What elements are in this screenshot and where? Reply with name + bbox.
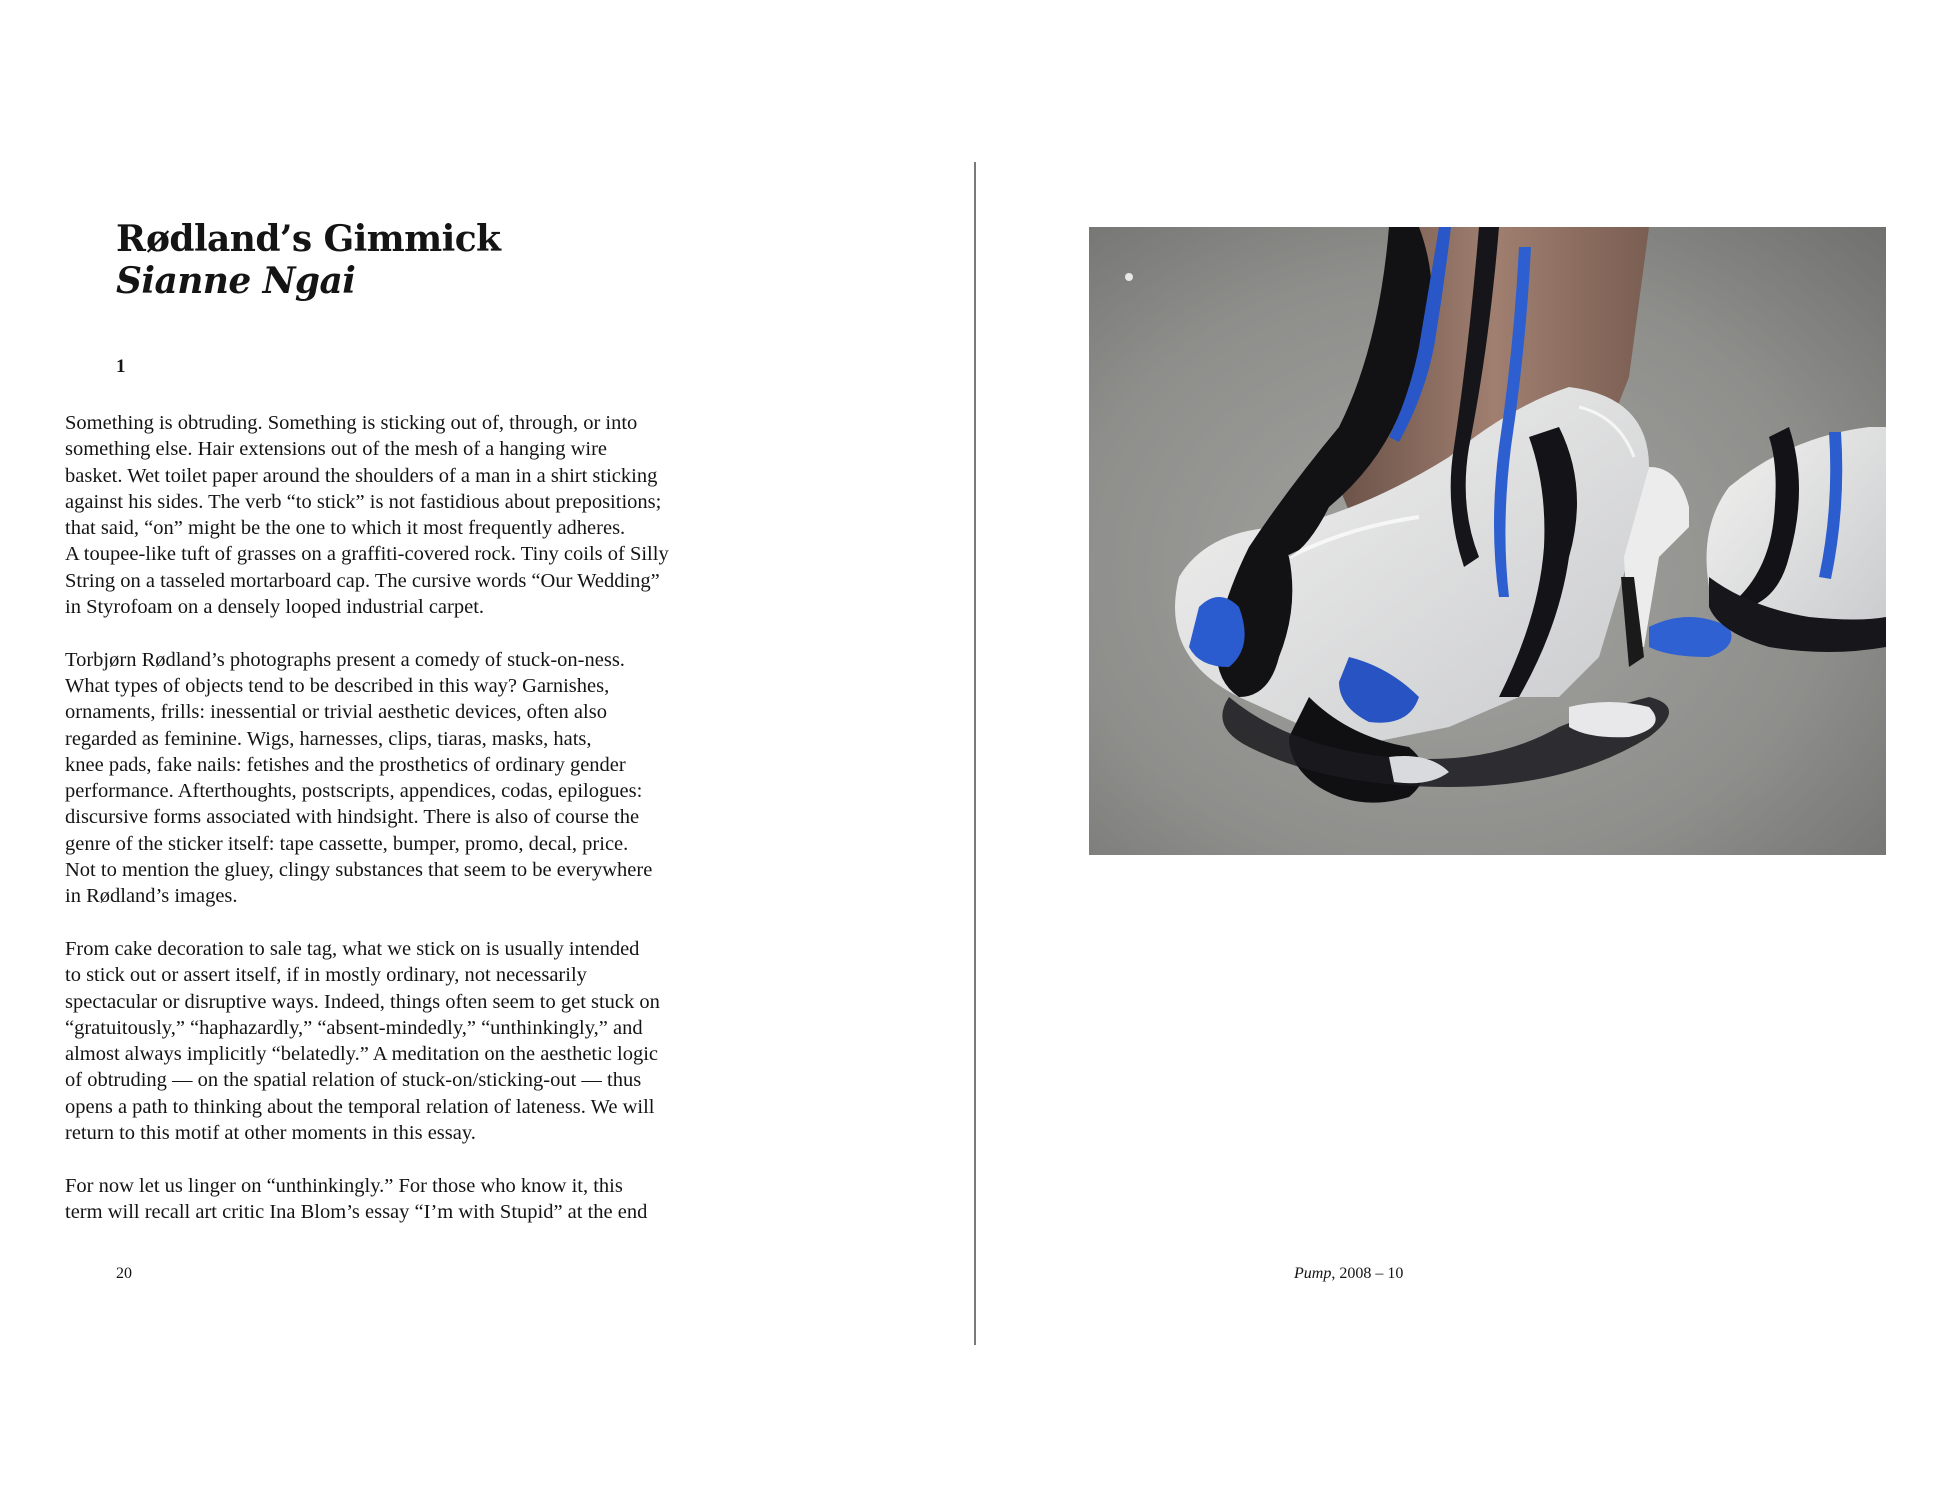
paragraph-4 [65,1173,720,1226]
text-line: almost always implicitly “belatedly.” A meditation on the aesthetic logic [65,1043,659,1066]
text-line: term will recall art critic Ina Blom’s essay “I’m with Stupid” at the end [65,1200,648,1223]
text-line: genre of the sticker itself: tape cassette, bumper, promo, decal, price. [65,832,629,855]
text-line: opens a path to thinking about the temporal relation of lateness. We will [65,1095,655,1118]
essay-author: Sianne Ngai [116,260,356,302]
caption-title: Pump [1294,1265,1332,1282]
text-line: of obtruding — on the spatial relation of stuck-on/sticking-out — thus [65,1069,642,1092]
text-line: in Styrofoam on a densely looped industrial carpet. [65,596,485,619]
text-line: What types of objects tend to be described in this way? Garnishes, [65,674,610,697]
text-line: Not to mention the gluey, clingy substances that seem to be everywhere [65,859,653,882]
caption-date: , 2008 – 10 [1331,1265,1404,1282]
text-line: to stick out or assert itself, if in mostly ordinary, not necessarily [65,964,587,987]
text-line: discursive forms associated with hindsight. There is also of course the [65,806,640,829]
essay-title: Rødland’s Gimmick [116,218,501,260]
text-line: For now let us linger on “unthinkingly.” For those who know it, this [65,1174,623,1197]
text-line: spectacular or disruptive ways. Indeed, things often seem to get stuck on [65,990,660,1013]
photo-caption [1294,1265,1403,1283]
essay-body [65,410,720,1252]
text-line: Torbjørn Rødland’s photographs present a comedy of stuck-on-ness. [65,648,625,671]
text-line: Something is obtruding. Something is sticking out of, through, or into [65,412,638,434]
text-line: that said, “on” might be the one to which it most frequently adheres. [65,517,626,540]
photograph [1089,227,1886,855]
text-line: return to this motif at other moments in this essay. [65,1122,476,1145]
text-line: something else. Hair extensions out of the mesh of a hanging wire [65,438,607,461]
text-line: knee pads, fake nails: fetishes and the prosthetics of ordinary gender [65,753,626,776]
gutter-divider [974,162,976,1345]
text-line: “gratuitously,” “haphazardly,” “absent-mindedly,” “unthinkingly,” and [65,1016,643,1039]
text-line: From cake decoration to sale tag, what we stick on is usually intended [65,937,640,960]
title-block [116,218,500,302]
text-line: basket. Wet toilet paper around the shoulders of a man in a shirt sticking [65,464,658,487]
text-line: against his sides. The verb “to stick” is not fastidious about prepositions; [65,490,662,513]
paragraph-1 [65,410,720,620]
text-line: A toupee-like tuft of grasses on a graffiti-covered rock. Tiny coils of Silly [65,543,669,566]
text-line: regarded as feminine. Wigs, harnesses, clips, tiaras, masks, hats, [65,727,592,750]
paragraph-3 [65,936,720,1146]
section-number: 1 [116,356,126,377]
text-line: String on a tasseled mortarboard cap. The cursive words “Our Wedding” [65,569,660,592]
paragraph-2 [65,647,720,910]
text-line: ornaments, frills: inessential or trivial aesthetic devices, often also [65,701,607,724]
page-number: 20 [116,1265,132,1282]
text-line: performance. Afterthoughts, postscripts, appendices, codas, epilogues: [65,780,643,803]
text-line: in Rødland’s images. [65,885,238,908]
